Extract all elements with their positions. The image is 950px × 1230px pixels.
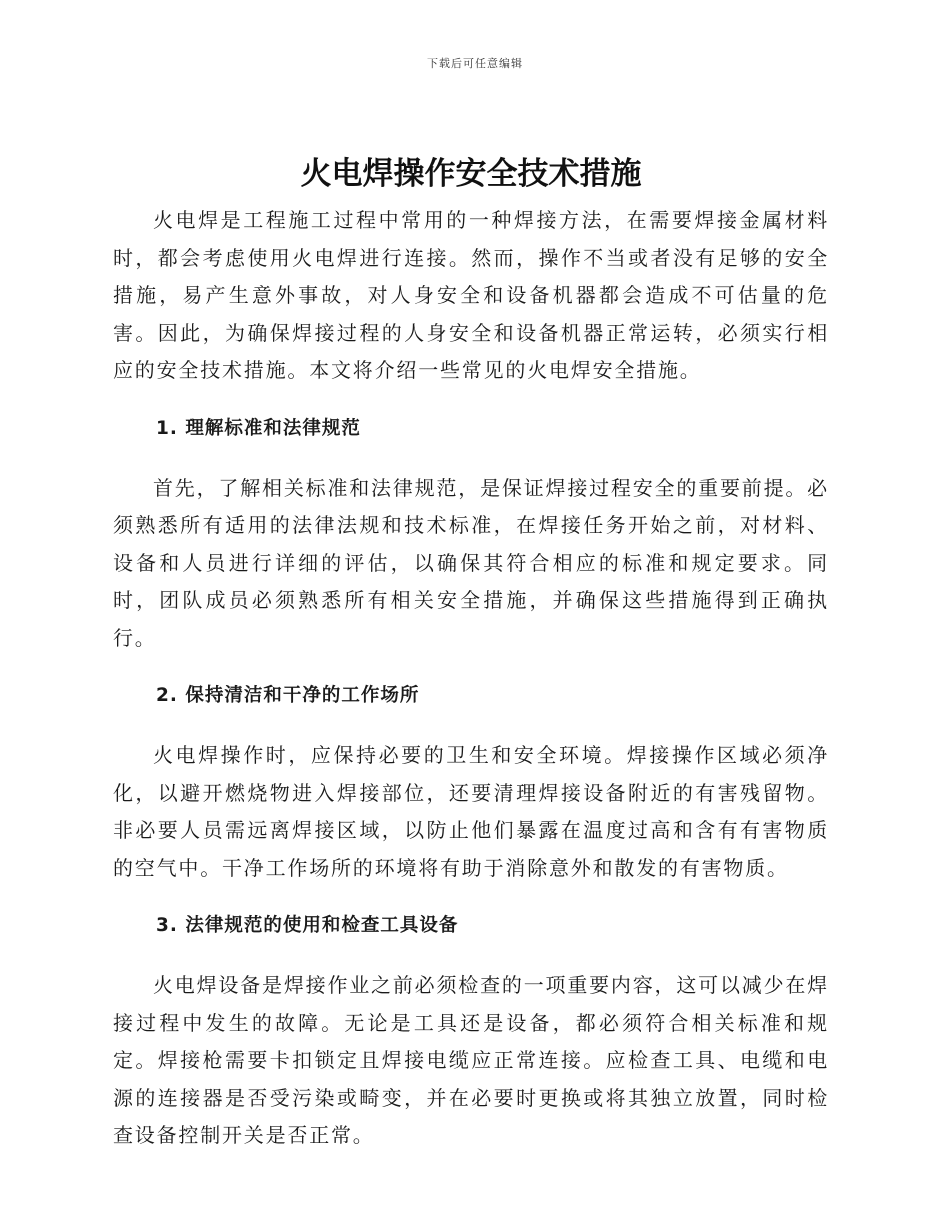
- section-heading-2: 2. 保持清洁和干净的工作场所: [156, 685, 420, 706]
- section-heading-3: 3. 法律规范的使用和检查工具设备: [156, 915, 459, 936]
- intro-paragraph: 火电焊是工程施工过程中常用的一种焊接方法，在需要焊接金属材料时，都会考虑使用火电焊进行连接。然而，操作不当或者没有足够的安全措施，易产生意外事故，对人身安全和设备机器都会造成不可估量的危害。因此，为确保焊接过程的人身安全和设备机器正常运转，必须实行相应的安全技术措施。本文将介绍一些常见的火电焊安全措施。: [113, 208, 829, 382]
- header-note: 下载后可任意编辑: [427, 57, 523, 70]
- section-heading-1: 1. 理解标准和法律规范: [156, 417, 361, 439]
- section-body-2: 火电焊操作时，应保持必要的卫生和安全环境。焊接操作区域必须净化，以避开燃烧物进入焊接部位，还要清理焊接设备附近的有害残留物。非必要人员需远离焊接区域，以防止他们暴露在温度过高和含有有害物质的空气中。干净工作场所的环境将有助于消除意外和散发的有害物质。: [113, 743, 829, 880]
- document-body: [113, 148, 829, 1155]
- document-title: 火电焊操作安全技术措施: [300, 156, 642, 192]
- section-body-1: 首先，了解相关标准和法律规范，是保证焊接过程安全的重要前提。必须熟悉所有适用的法律法规和技术标准，在焊接任务开始之前，对材料、设备和人员进行详细的评估，以确保其符合相应的标准和规定要求。同时，团队成员必须熟悉所有相关安全措施，并确保这些措施得到正确执行。: [113, 475, 829, 650]
- section-body-3: 火电焊设备是焊接作业之前必须检查的一项重要内容，这可以减少在焊接过程中发生的故障。无论是工具还是设备，都必须符合相关标准和规定。焊接枪需要卡扣锁定且焊接电缆应正常连接。应检查工具、电缆和电源的连接器是否受污染或畸变，并在必要时更换或将其独立放置，同时检查设备控制开关是否正常。: [113, 973, 829, 1147]
